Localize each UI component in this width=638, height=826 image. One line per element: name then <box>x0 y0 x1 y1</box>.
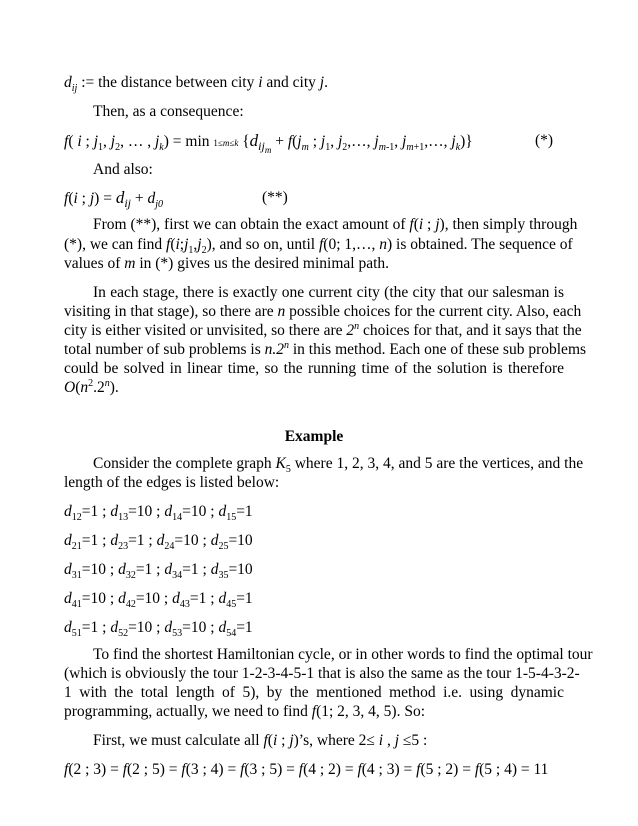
formula-star-tag: (*) <box>535 132 554 149</box>
paragraph-1-line-1: From (**), first we can obtain the exact amount of f(i ; j), then simply through <box>93 216 578 233</box>
distance-row-1: $d_{12}=1$ ; $d_{13}=10$ ; $d_{14}=10$ ; $d_{15}=1$ <box>64 503 253 524</box>
paragraph-4-line-2: (which is obviously the tour 1-2-3-4-5-1 that is also the same as the tour 1-5-4-3-2- <box>64 665 580 682</box>
example-heading: Example <box>284 428 344 445</box>
formula-double-star: f(i ; $j) = d_{ij} + d_{j0}$ <box>64 188 164 211</box>
paragraph-4-line-1: To find the shortest Hamiltonian cycle, or in other words to find the optimal tour <box>93 646 593 663</box>
formula-star: f( i ; $j_1$, $j_2$, … , $j_k) = \min 1\le m\le k$ {$d_{ij_m} + f(j_m$ ; $j_1$, $j_2,\dots$, $j_{m-1}$, $j_{m+1},\dots$, $j_k$)} <box>64 131 473 156</box>
paragraph-2-line-5: could be solved in linear time, so the running time of the solution is therefore <box>64 360 564 377</box>
paragraph-1-line-3: values of m in (*) gives us the desired minimal path. <box>64 255 390 272</box>
paragraph-2-line-3: city is either visited or unvisited, so there are 2$^n$ choices for that, and it says that the <box>64 320 582 339</box>
distance-row-3: $d_{31}=10$ ; $d_{32}=1$ ; $d_{34}=1$ ; $d_{35}=10$ <box>64 561 253 582</box>
also-line: And also: <box>93 161 153 178</box>
paragraph-4-line-3: 1 with the total length of 5), by the mentioned method i.e. using dynamic <box>64 684 564 701</box>
paragraph-2-line-2: visiting in that stage), so there are n possible choices for the current city. Also, each <box>64 303 582 320</box>
paragraph-5: First, we must calculate all f(i ; j)’s, where 2≤ i , j ≤5 : <box>93 732 428 749</box>
formula-double-star-tag: (**) <box>262 189 288 206</box>
consequence-line: Then, as a consequence: <box>93 103 244 120</box>
paragraph-2-line-4: total number of sub problems is n.2$^n$ in this method. Each one of these sub problems <box>64 339 587 358</box>
paragraph-1-line-2: (*), we can find $f(i;j_1,j_2)$, and so on, until f(0; 1,…, n) is obtained. The sequence of <box>64 236 573 257</box>
distance-row-4: $d_{41}=10$ ; $d_{42}=10$ ; $d_{43}=1$ ; $d_{45}=1$ <box>64 590 253 611</box>
paragraph-2-line-6: $O(n^2.2^n)$. <box>64 377 119 396</box>
final-equation: f(2 ; 3) = f(2 ; 5) = f(3 ; 4) = f(3 ; 5) = f(4 ; 2) = f(4 ; 3) = f(5 ; 2) = f(5 ; 4) = 11 <box>64 761 549 778</box>
paragraph-3-line-1: Consider the complete graph $K_5$ where 1, 2, 3, 4, and 5 are the vertices, and the <box>93 455 584 476</box>
distance-row-2: $d_{21}=1$ ; $d_{23}=1$ ; $d_{24}=10$ ; $d_{25}=10$ <box>64 532 253 553</box>
definition-line: $d_{ij}$ := the distance between city i and city j. <box>64 74 328 95</box>
paragraph-4-line-4: programming, actually, we need to find f(1; 2, 3, 4, 5). So: <box>64 703 426 720</box>
paragraph-3-line-2: length of the edges is listed below: <box>64 474 280 491</box>
paragraph-2-line-1: In each stage, there is exactly one current city (the city that our salesman is <box>93 284 564 301</box>
distance-row-5: $d_{51}=1$ ; $d_{52}=10$ ; $d_{53}=10$ ; $d_{54}=1$ <box>64 619 253 640</box>
